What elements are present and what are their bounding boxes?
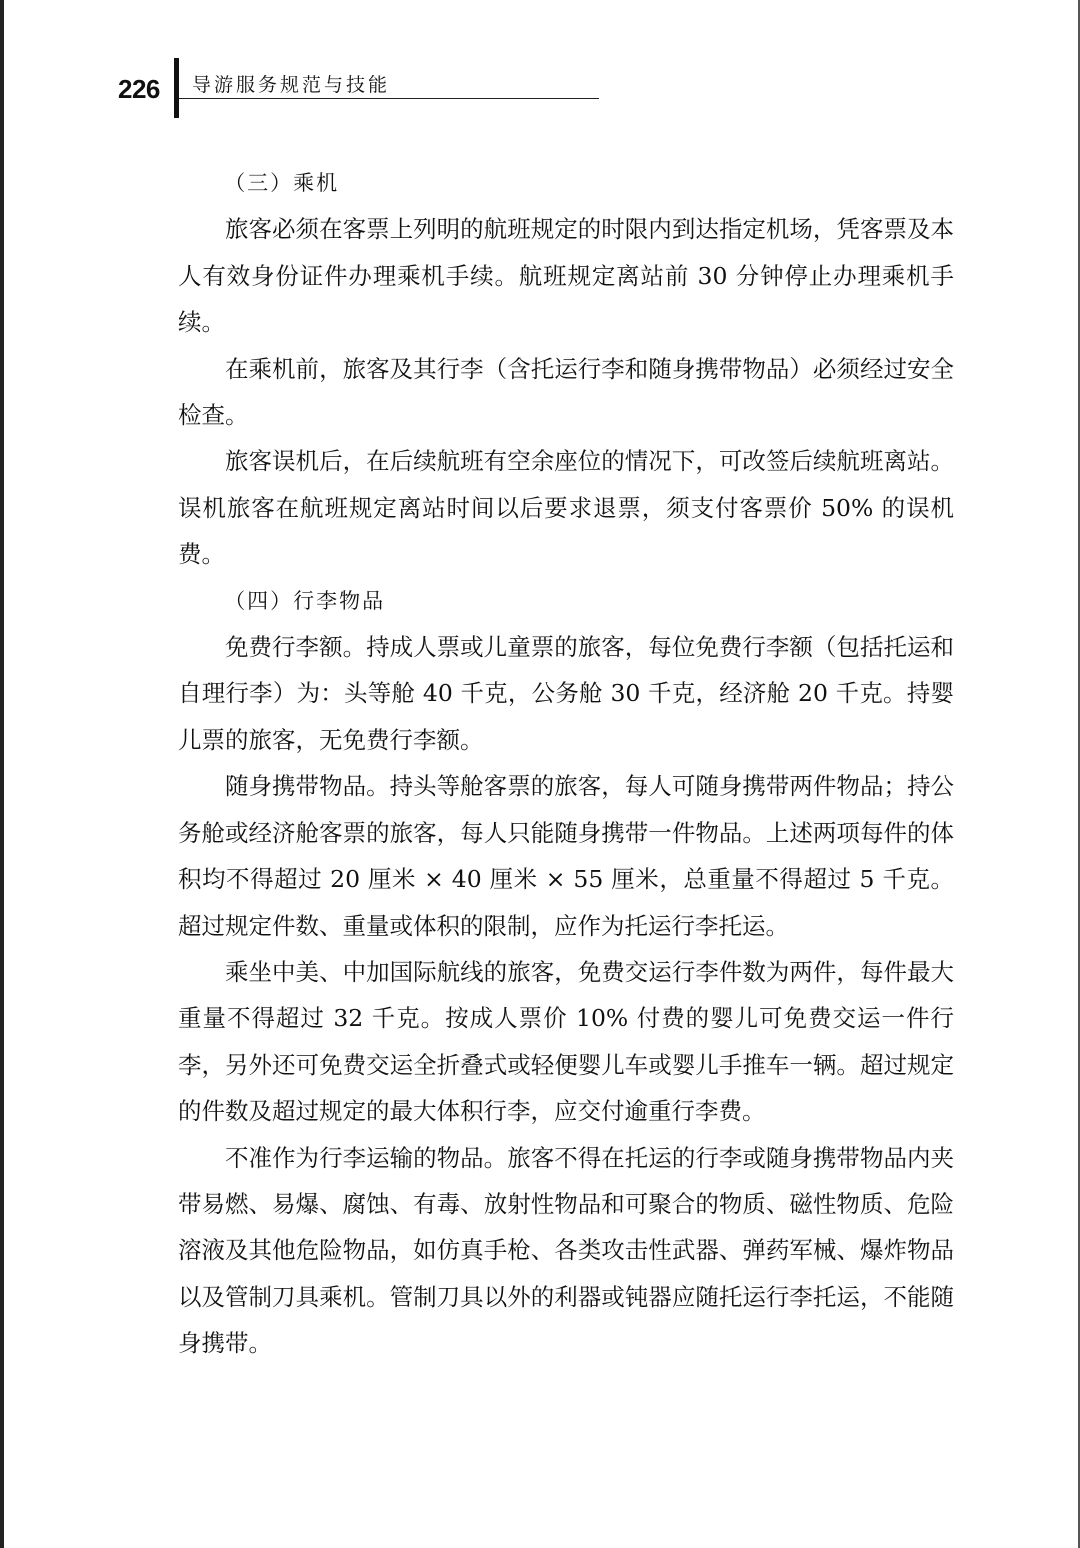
section-heading-boarding: （三）乘机 (224, 171, 340, 195)
header-divider-bar (174, 58, 179, 118)
paragraph: 乘坐中美、中加国际航线的旅客，免费交运行李件数为两件，每件最大重量不得超过 32 千克。按成人票价 10% 付费的婴儿可免费交运一件行李，另外还可免费交运全折叠式或轻便婴儿车或婴儿手推车一辆。超过规定的件数及超过规定的最大体积行李，应交付逾重行李费。 (178, 957, 954, 1126)
paragraph: 旅客误机后，在后续航班有空余座位的情况下，可改签后续航班离站。误机旅客在航班规定离站时间以后要求退票，须支付客票价 50% 的误机费。 (178, 447, 954, 569)
paragraph: 旅客必须在客票上列明的航班规定的时限内到达指定机场，凭客票及本人有效身份证件办理乘机手续。航班规定离站前 30 分钟停止办理乘机手续。 (178, 215, 954, 337)
paragraph: 不准作为行李运输的物品。旅客不得在托运的行李或随身携带物品内夹带易燃、易爆、腐蚀、有毒、放射性物品和可聚合的物质、磁性物质、危险溶液及其他危险物品，如仿真手枪、各类攻击性武器、弹药军械、爆炸物品以及管制刀具乘机。管制刀具以外的利器或钝器应随托运行李托运，不能随身携带。 (178, 1143, 954, 1358)
paragraph: 随身携带物品。持头等舱客票的旅客，每人可随身携带两件物品；持公务舱或经济舱客票的旅客，每人只能随身携带一件物品。上述两项每件的体积均不得超过 20 厘米 × 40 厘米 × 55 厘米，总重量不得超过 5 千克。超过规定件数、重量或体积的限制，应作为托运行李托运。 (178, 772, 954, 940)
running-title: 导游服务规范与技能 (192, 74, 391, 96)
header-rule (179, 98, 599, 99)
paragraph: 在乘机前，旅客及其行李（含托运行李和随身携带物品）必须经过安全检查。 (178, 354, 954, 430)
page-body (178, 160, 954, 1367)
scan-left-edge (0, 0, 4, 1548)
paragraph: 免费行李额。持成人票或儿童票的旅客，每位免费行李额（包括托运和自理行李）为：头等舱 40 千克，公务舱 30 千克，经济舱 20 千克。持婴儿票的旅客，无免费行李额。 (178, 633, 954, 754)
page-header (118, 58, 598, 118)
section-heading-baggage: （四）行李物品 (224, 588, 386, 613)
page-number: 226 (118, 74, 160, 104)
